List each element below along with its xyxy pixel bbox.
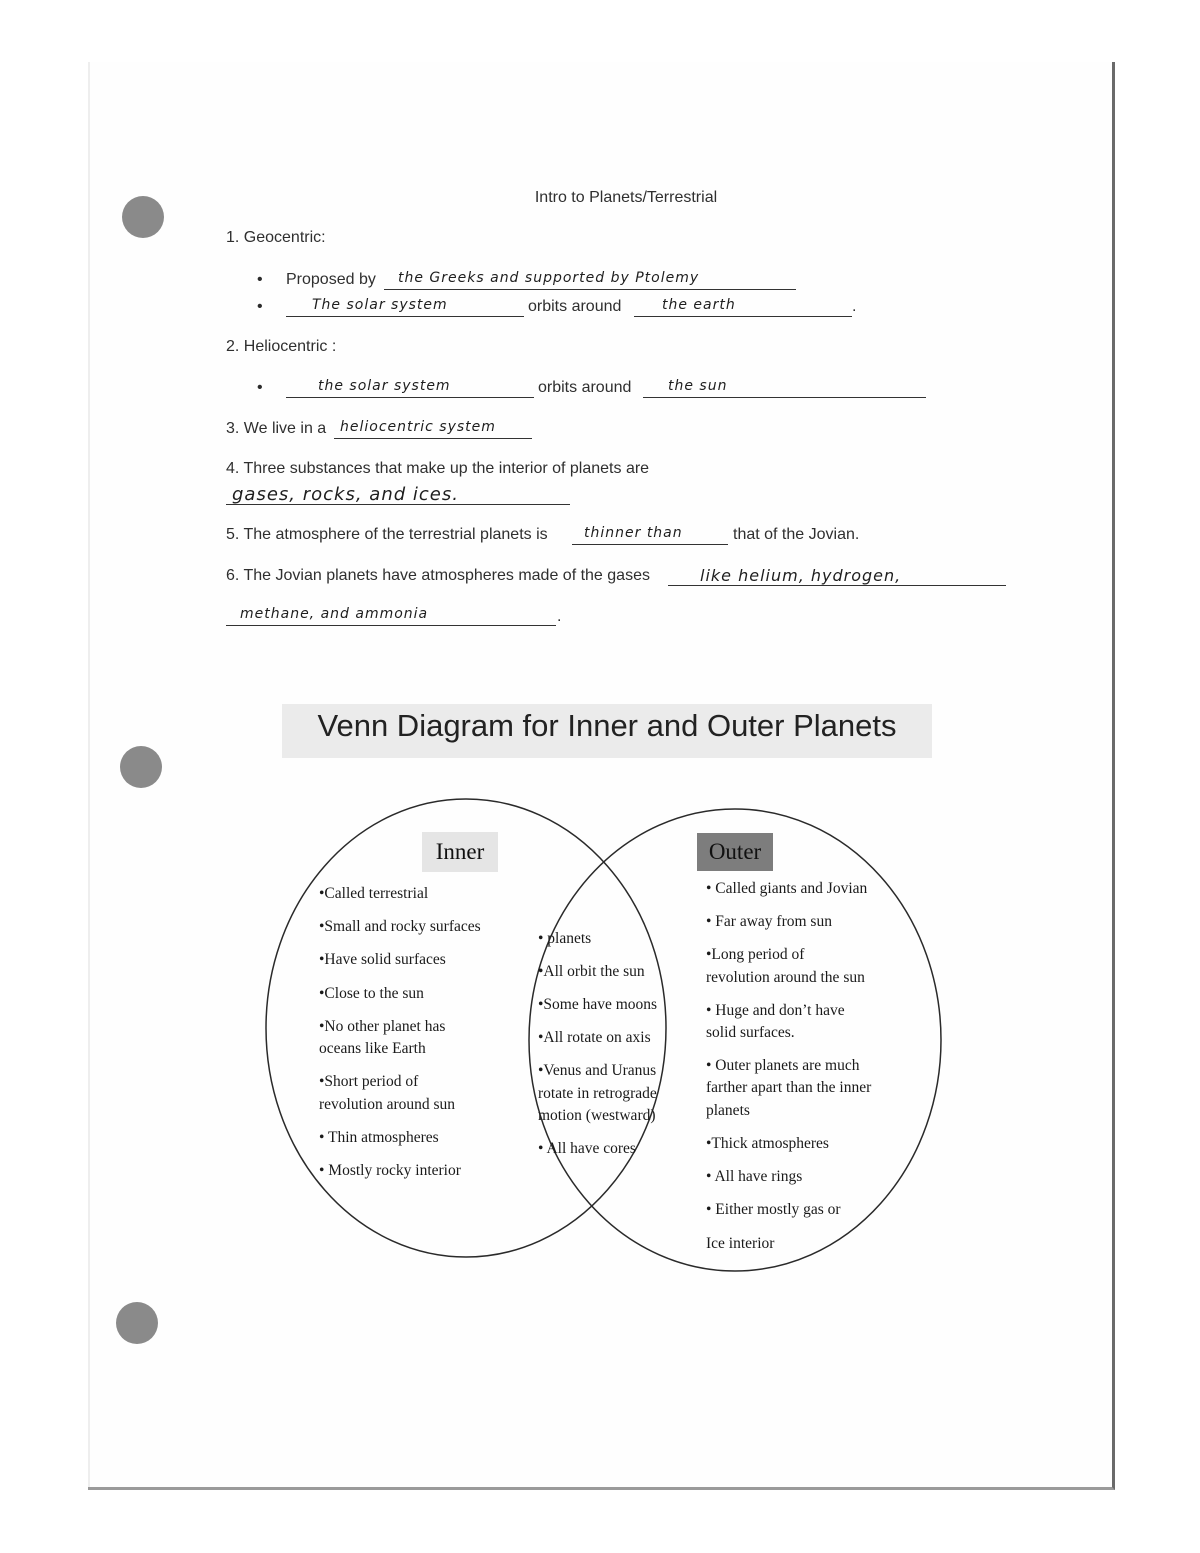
outer-item: planets xyxy=(706,1102,750,1119)
q1-b2-answer1[interactable]: The solar system xyxy=(312,297,448,313)
q5-suffix: that of the Jovian. xyxy=(733,526,860,543)
outer-item: revolution around the sun xyxy=(706,969,865,986)
inner-item: revolution around sun xyxy=(319,1096,456,1113)
outer-header: Outer xyxy=(697,833,773,871)
q4-prompt: 4. Three substances that make up the interior of planets are xyxy=(226,460,650,477)
q1-b2-answer2[interactable]: the earth xyxy=(662,297,736,313)
both-item: •Venus and Uranus xyxy=(538,1062,657,1079)
q1-b1-prefix: Proposed by xyxy=(286,271,376,288)
q6-end: . xyxy=(557,608,562,625)
inner-item: • Mostly rocky interior xyxy=(319,1162,461,1179)
q3-prefix: 3. We live in a xyxy=(226,420,327,437)
q1-b2-middle: orbits around xyxy=(528,298,622,315)
inner-item: •Close to the sun xyxy=(319,985,424,1002)
inner-item: •Short period of xyxy=(319,1073,419,1090)
both-item: •All rotate on axis xyxy=(538,1029,651,1046)
both-item: motion (westward) xyxy=(538,1107,656,1124)
outer-item: solid surfaces. xyxy=(706,1024,795,1041)
inner-item: •Have solid surfaces xyxy=(319,951,446,968)
outer-item: • All have rings xyxy=(706,1168,803,1185)
q2-label: 2. Heliocentric : xyxy=(226,338,337,355)
inner-item: •Small and rocky surfaces xyxy=(319,918,481,935)
worksheet-title: Intro to Planets/Terrestrial xyxy=(534,189,718,206)
outer-item: • Either mostly gas or xyxy=(706,1201,841,1218)
inner-item: •Called terrestrial xyxy=(319,885,429,902)
bullet: • xyxy=(257,379,263,396)
inner-item: oceans like Earth xyxy=(319,1040,426,1057)
outer-item: •Long period of xyxy=(706,946,805,963)
both-item: rotate in retrograde xyxy=(538,1085,657,1102)
both-item: •All orbit the sun xyxy=(538,963,645,980)
inner-item: •No other planet has xyxy=(319,1018,446,1035)
q2-b1-answer2[interactable]: the sun xyxy=(668,378,728,394)
outer-item: •Thick atmospheres xyxy=(706,1135,829,1152)
outer-item: • Outer planets are much xyxy=(706,1057,860,1074)
outer-item: farther apart than the inner xyxy=(706,1079,872,1096)
venn-title: Venn Diagram for Inner and Outer Planets xyxy=(317,708,897,743)
q3-answer[interactable]: heliocentric system xyxy=(340,419,496,435)
q1-b2-end: . xyxy=(852,298,857,315)
outer-item: Ice interior xyxy=(706,1235,775,1252)
q6-answer-line1[interactable]: like helium, hydrogen, xyxy=(700,566,902,585)
q6-answer-line2[interactable]: methane, and ammonia xyxy=(240,606,429,622)
outer-item: • Far away from sun xyxy=(706,913,832,930)
bullet: • xyxy=(257,298,263,315)
inner-item: • Thin atmospheres xyxy=(319,1129,439,1146)
q2-b1-answer1[interactable]: the solar system xyxy=(318,378,451,394)
q1-b1-answer[interactable]: the Greeks and supported by Ptolemy xyxy=(398,270,700,286)
q5-answer[interactable]: thinner than xyxy=(584,525,683,541)
outer-item: • Huge and don’t have xyxy=(706,1002,845,1019)
q6-prefix: 6. The Jovian planets have atmospheres made of the gases xyxy=(226,567,650,584)
q2-b1-middle: orbits around xyxy=(538,379,632,396)
q5-prefix: 5. The atmosphere of the terrestrial planets is xyxy=(226,526,548,543)
q1-label: 1. Geocentric: xyxy=(226,229,326,246)
both-item: • All have cores xyxy=(538,1140,636,1157)
bullet: • xyxy=(257,271,263,288)
both-item: •Some have moons xyxy=(538,996,658,1013)
inner-header: Inner xyxy=(422,832,498,872)
both-item: • planets xyxy=(538,930,592,947)
outer-item: • Called giants and Jovian xyxy=(706,880,868,897)
q4-answer[interactable]: gases, rocks, and ices. xyxy=(232,484,459,505)
